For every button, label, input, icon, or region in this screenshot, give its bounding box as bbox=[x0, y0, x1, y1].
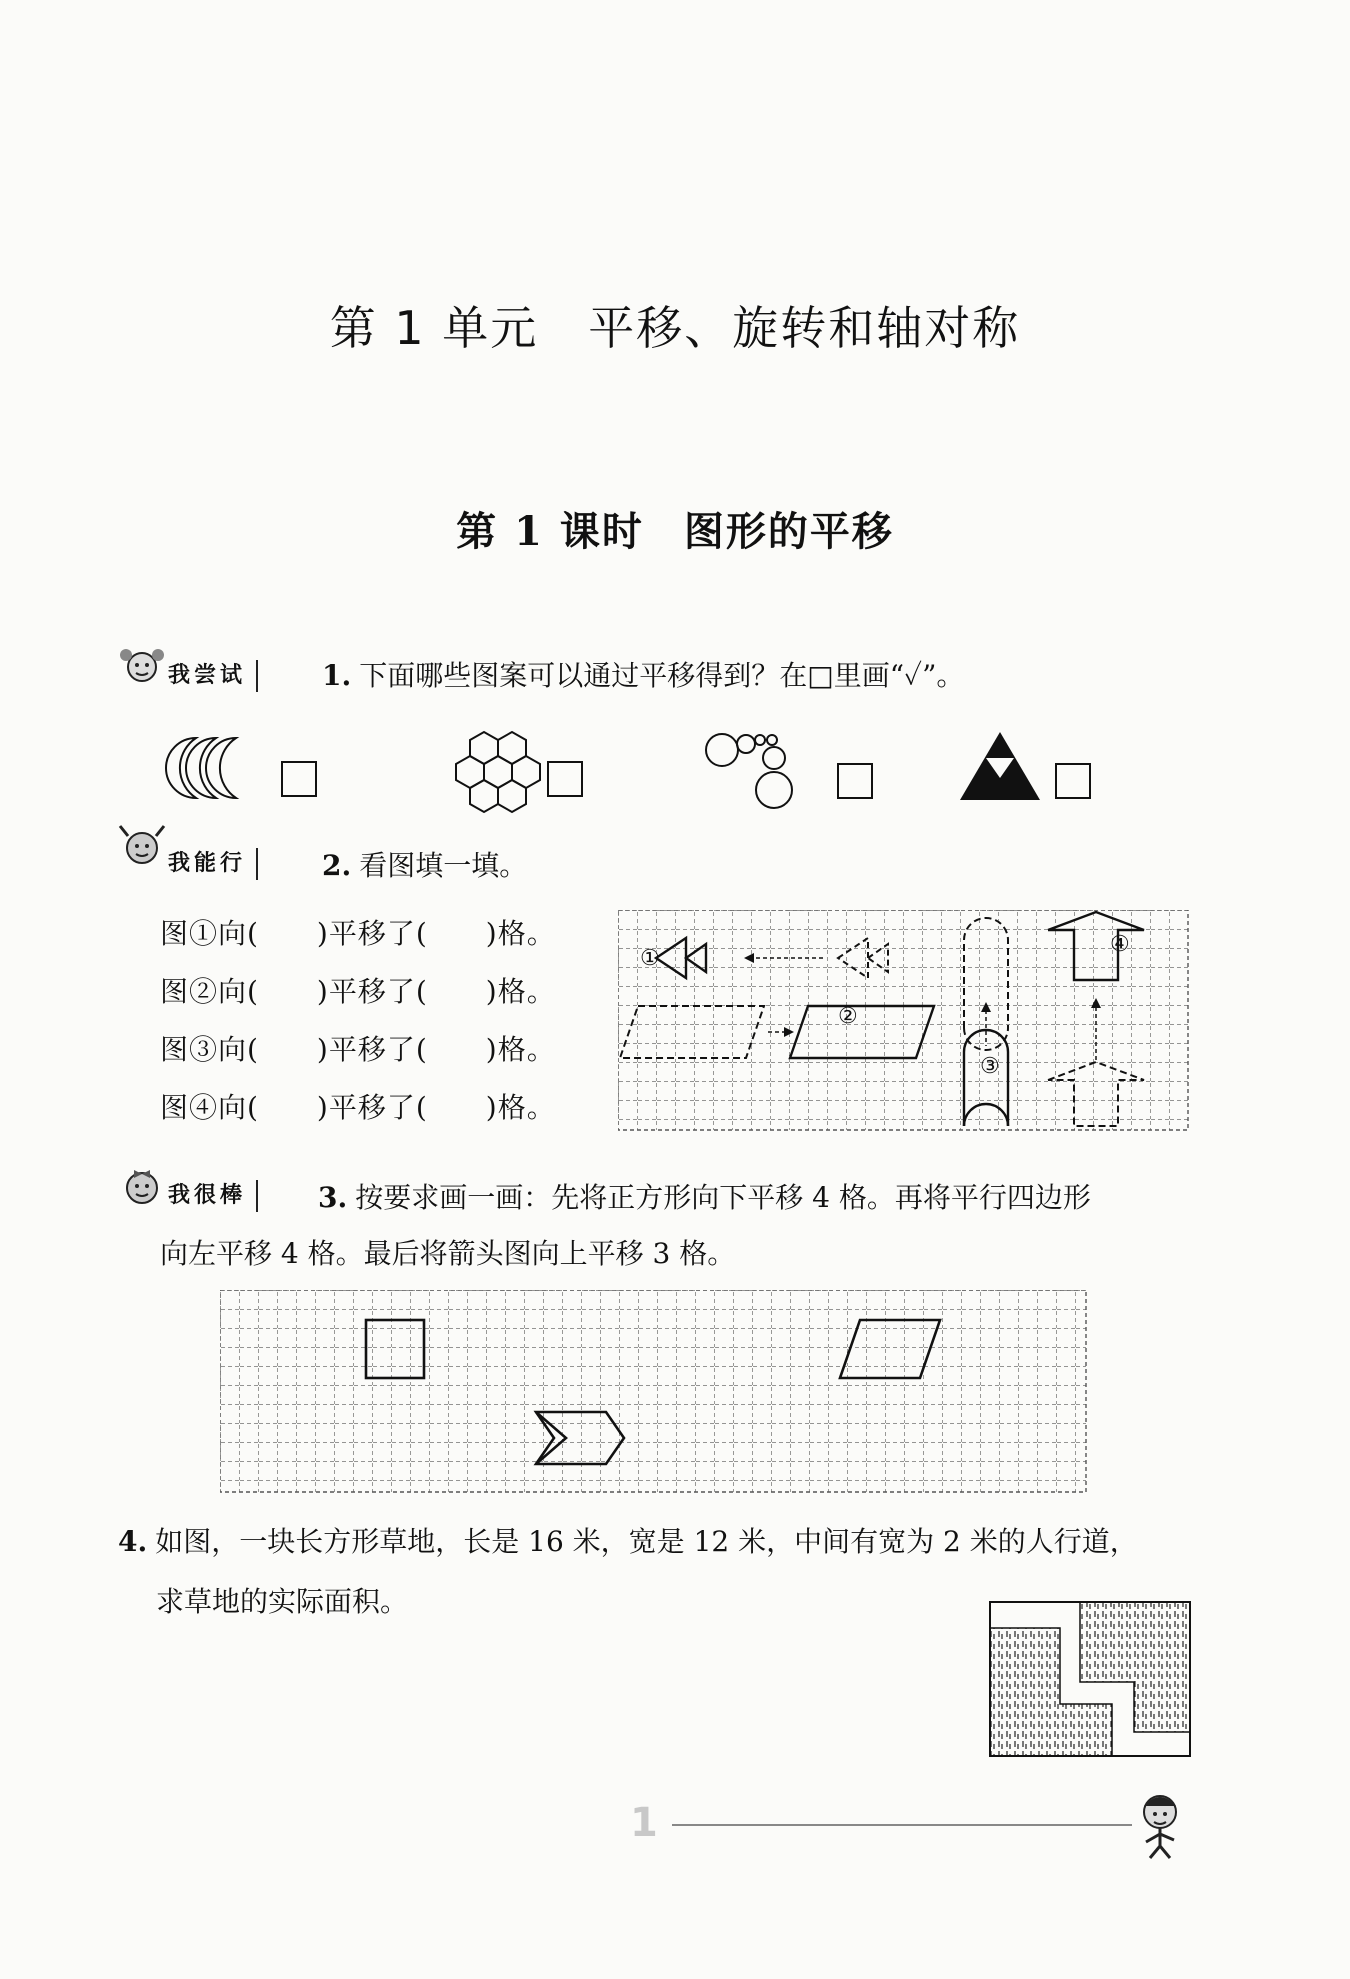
q2-prompt bbox=[322, 846, 527, 886]
q2-line-2: 图②向( )平移了( )格。 bbox=[160, 975, 556, 1008]
unit-name: 平移、旋转和轴对称 bbox=[588, 301, 1021, 355]
triangle-pattern-icon bbox=[960, 732, 1040, 800]
q2-text: 看图填一填。 bbox=[359, 849, 528, 882]
q3-badge: 我很棒 bbox=[168, 1180, 258, 1212]
q4-lawn-figure bbox=[988, 1600, 1194, 1760]
figure-label-3: ③ bbox=[980, 1054, 1000, 1079]
q2-number: 2. bbox=[322, 849, 352, 882]
q1-answer-box-1 bbox=[282, 762, 316, 796]
figure-label-1: ① bbox=[640, 946, 660, 971]
page-number: 1 bbox=[630, 1800, 658, 1846]
q2-badge: 我能行 bbox=[168, 848, 258, 880]
mascot-girl-pigtails-icon bbox=[112, 822, 172, 882]
q3-prompt-line1 bbox=[318, 1178, 1091, 1218]
q1-figures bbox=[160, 730, 1120, 820]
q4-text-line2: 求草地的实际面积。 bbox=[156, 1585, 409, 1618]
lesson-title bbox=[0, 500, 1350, 557]
q4-text-line1: 如图，一块长方形草地，长是 16 米，宽是 12 米，中间有宽为 2 米的人行道， bbox=[155, 1525, 1138, 1558]
crescent-pattern-icon bbox=[166, 738, 236, 798]
mascot-boy-icon bbox=[1128, 1786, 1198, 1862]
q2-line-3: 图③向( )平移了( )格。 bbox=[160, 1033, 556, 1066]
q3-text-line2: 向左平移 4 格。最后将箭头图向上平移 3 格。 bbox=[160, 1237, 736, 1270]
q1-answer-box-2 bbox=[548, 762, 582, 796]
q1-answer-box-4 bbox=[1056, 764, 1090, 798]
mascot-girl-bow-icon bbox=[112, 1160, 172, 1220]
hexagon-pattern-icon bbox=[456, 732, 540, 812]
lesson-label: 第 1 课时 bbox=[456, 508, 644, 555]
q1-text: 下面哪些图案可以通过平移得到？在□里画“✓”。 bbox=[359, 659, 965, 692]
unit-title bbox=[0, 292, 1350, 358]
footer-rule bbox=[672, 1824, 1132, 1826]
unit-label: 第 1 单元 bbox=[329, 301, 539, 355]
mascot-girl-icon bbox=[112, 645, 172, 693]
q1-badge: 我尝试 bbox=[168, 660, 258, 692]
q1-number: 1. bbox=[322, 659, 352, 692]
circle-pattern-icon bbox=[706, 734, 792, 808]
figure-label-4: ④ bbox=[1110, 932, 1130, 957]
q1-answer-box-3 bbox=[838, 764, 872, 798]
q3-grid-figure bbox=[220, 1290, 1090, 1496]
q3-text-line1: 按要求画一画：先将正方形向下平移 4 格。再将平行四边形 bbox=[355, 1181, 1091, 1214]
q1-prompt bbox=[322, 656, 964, 696]
q4-number: 4. bbox=[118, 1525, 148, 1558]
q3-number: 3. bbox=[318, 1181, 348, 1214]
q2-line-1: 图①向( )平移了( )格。 bbox=[160, 917, 556, 950]
q4-prompt-line1 bbox=[118, 1522, 1138, 1562]
lesson-name: 图形的平移 bbox=[683, 508, 894, 555]
q2-line-4: 图④向( )平移了( )格。 bbox=[160, 1091, 556, 1124]
q2-grid-figure bbox=[618, 910, 1190, 1134]
figure-label-2: ② bbox=[838, 1004, 858, 1029]
